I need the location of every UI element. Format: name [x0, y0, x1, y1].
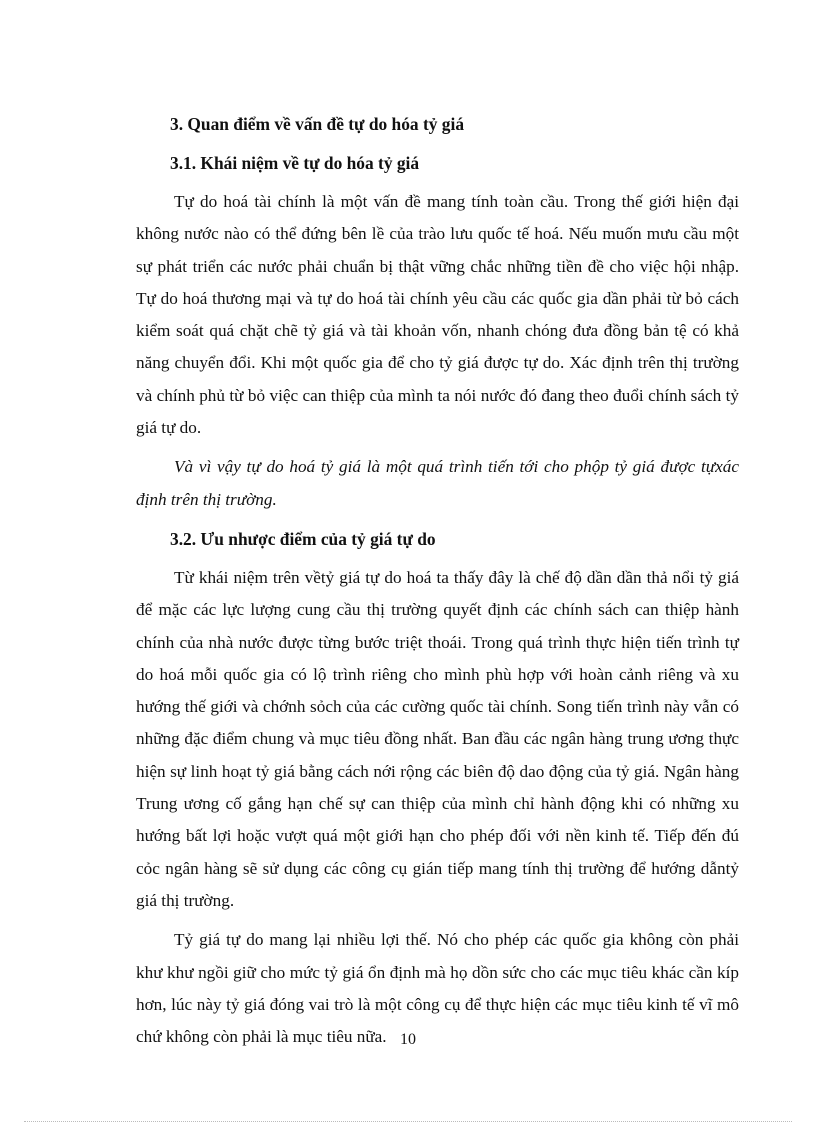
section-heading-3: 3. Quan điểm về vấn đề tự do hóa tỷ giá	[170, 114, 465, 134]
page-bottom-divider	[24, 1121, 792, 1122]
subsection-heading-3-1: 3.1. Khái niệm về tự do hóa tỷ giá	[170, 153, 420, 173]
subsection-heading-3-2: 3.2. Ưu nhược điểm của tỷ giá tự do	[170, 528, 436, 549]
paragraph-pros-cons: Từ khái niệm trên vềtỷ giá tự do hoá ta thấy đây là chế độ dần dần thả nổi tỷ giá để mặc các lực lượng cung cầu thị trường quyết định các chính sách can thiệp hành chính của nhà nước được từng bước triệt thoái. Trong quá trình thực hiện tiến trình tự do hoá mỗi quốc gia có lộ trình riêng cho mình phù hợp với hoàn cảnh riêng và xu hướng thế giới và chớnh sỏch của các cường quốc tài chính. Song tiến trình này vẫn có những đặc điểm chung và mục tiêu đồng nhất. Ban đầu các ngân hàng trung ương thực hiện sự linh hoạt tỷ giá bằng cách nới rộng các biên độ dao động của tỷ giá. Ngân hàng Trung ương cố gắng hạn chế sự can thiệp của mình chỉ hành động khi có những xu hướng bất lợi hoặc vượt quá một giới hạn cho phép đối với nền kinh tế. Tiếp đến đú cỏc ngân hàng sẽ sử dụng các công cụ gián tiếp mang tính thị trường để hướng dẫntỷ giá thị trường.	[136, 567, 739, 910]
paragraph-italic-conclusion: Và vì vậy tự do hoá tỷ giá là một quá trình tiến tới cho phộp tỷ giá được tựxác định trên thị trường.	[136, 457, 739, 509]
page-content	[136, 108, 739, 1060]
paragraph-advantages: Tỷ giá tự do mang lại nhiều lợi thế. Nó cho phép các quốc gia không còn phải khư khư ngồi giữ cho mức tỷ giá ổn định mà họ dồn sức cho các mục tiêu khác cần kíp hơn, lúc này tỷ giá đóng vai trò là một công cụ để thực hiện các mục tiêu kinh tế vĩ mô chứ không còn phải là mục tiêu nữa.	[136, 930, 739, 1047]
page-number: 10	[400, 1031, 416, 1048]
paragraph-definition: Tự do hoá tài chính là một vấn đề mang tính toàn cầu. Trong thế giới hiện đại không nước nào có thể đứng bên lề của trào lưu quốc tế hoá. Nếu muốn mưu cầu một sự phát triển các nước phải chuẩn bị thật vững chắc những tiền đề cho việc hội nhập. Tự do hoá thương mại và tự do hoá tài chính yêu cầu các quốc gia dần phải từ bỏ cách kiểm soát quá chặt chẽ tỷ giá và tài khoản vốn, nhanh chóng đưa đồng bản tệ có khả năng chuyển đổi. Khi một quốc gia để cho tỷ giá được tự do. Xác định trên thị trường và chính phủ từ bỏ việc can thiệp của mình ta nói nước đó đang theo đuổi chính sách tỷ giá tự do.	[136, 192, 739, 438]
